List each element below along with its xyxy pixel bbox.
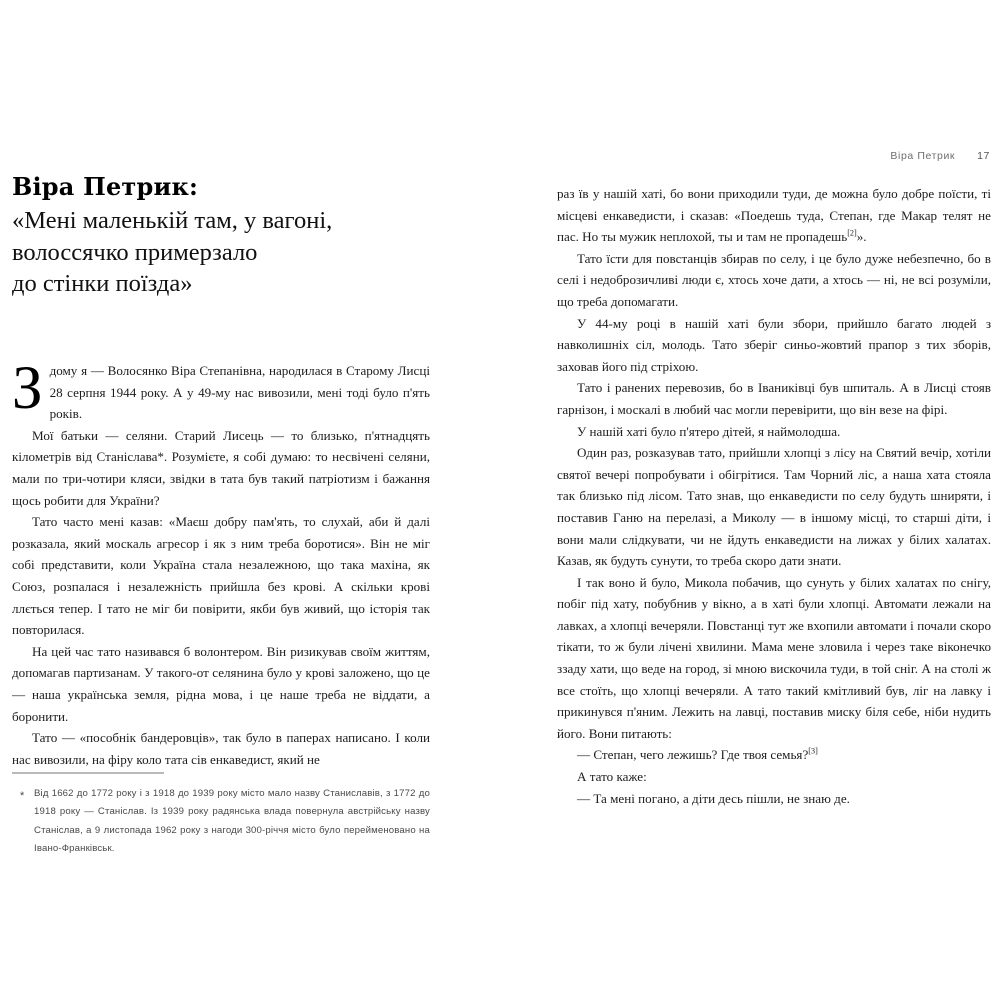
footnote-reference[interactable]: [3]: [808, 747, 818, 757]
footnote-reference[interactable]: [2]: [847, 228, 857, 238]
left-text-column: [12, 355, 430, 770]
footnote-block: [12, 772, 430, 859]
chapter-quote-title: [12, 205, 442, 300]
body-paragraph: раз їв у нашій хаті, бо вони приходили туди, де можна було добре поїсти, ті місцеві енкаведисти, і сказав: «Поедешь туда, Степан, где Макар телят не пас. Но ты мужик неплохой, ты и там не пропадешь[2]».: [557, 186, 991, 245]
body-paragraph: На цей час тато називався б волонтером. Він ризикував своїм життям, допомагав партизанам. У такого-от селянина було у крові заложено, що це — наша українська земля, рідна мова, і це наше треба не віддати, а боронити.: [12, 643, 430, 724]
right-text-column: [557, 183, 991, 809]
quote-line-2: волоссячко примерзало: [12, 238, 258, 266]
page-number: 17: [977, 150, 990, 162]
footnote-marker: *: [20, 789, 25, 802]
footnote-text: Від 1662 до 1772 року і з 1918 до 1939 року місто мало назву Станиславів, з 1772 до 1918 року — Станіслав. Із 1939 року радянська влада повернула австрійську назву Станіслав, а 9 листопада 1962 року з нагоди 300-річчя місто було перейменовано на Івано-Франківськ.: [34, 787, 430, 854]
body-paragraph: Тато і ранених перевозив, бо в Іваниківці був шпиталь. А в Лисці стояв гарнізон, і москалі в любий час могли перевірити, що він везе на фірі.: [557, 380, 991, 417]
chapter-title-block: [12, 172, 442, 300]
running-header: [570, 150, 990, 162]
drop-cap: З: [12, 355, 43, 422]
body-paragraph: Тато — «пособнік бандеровців», так було в паперах написано. І коли нас вивозили, на фіру коло тата сів енкаведист, який не: [12, 730, 430, 767]
body-paragraph: Один раз, розказував тато, прийшли хлопці з лісу на Святий вечір, хотіли святої вечері попробувати і обігрітися. Там Чорний ліс, а наша хата стояла так близько під лісом. Тато знав, що енкаведисти по селу будуть шниряти, і поставив Ганю на перелазі, а Миколу — в іншому місці, то старші діти, і вони мали слідкувати, чи не йдуть енкаведисти на лижах у білих халатах. Казав, як будуть сунути, то треба скоро дати знати.: [557, 445, 991, 569]
dialogue-line: — Та мені погано, а діти десь пішли, не знаю де.: [577, 790, 850, 806]
running-header-title: Віра Петрик: [890, 150, 956, 162]
body-paragraph: У 44-му році в нашій хаті були збори, прийшло багато людей з навколишніх сіл, молодь. Тато зберіг синьо-жовтий прапор з тих зборів, заховав його під стріхою.: [557, 315, 991, 374]
body-paragraph: І так воно й було, Микола побачив, що сунуть у білих халатах по снігу, побіг під хату, побубнив у вікно, а в хаті були хлопці. Автомати лежали на лавках, а хлопці вечеряли. Повстанці тут же вхопили автомати і почали скоро тікати, то ж були лічені хвилини. Мама мене зловила і через таке віконечко ззаду хати, що веде на город, зі мною вискочила туди, в той сніг. А на столі ж все стоїть, що хлопці вечеряли. А тато такий кмітливий був, ліг на лавку і прикинувся п'яним. Лежить на лавці, поставив миску біля себе, ніби нудить його. Вони питають:: [557, 574, 991, 741]
footnote-entry: [12, 785, 430, 859]
body-paragraph: Мої батьки — селяни. Старий Лисець — то близько, п'ятнадцять кілометрів від Станіслава*. Розумієте, я собі думаю: то несвічені селяни, мали по три-чотири кляси, звідки в тата був такий патріотизм і бажання щось робити для України?: [12, 427, 430, 508]
quote-line-1: «Мені маленькій там, у вагоні,: [12, 207, 333, 234]
body-paragraph: [12, 355, 430, 425]
dialogue-line: А тато каже:: [577, 769, 647, 785]
speaker-name: Віра Петрик:: [12, 172, 199, 201]
paragraph-text: дому я — Волосянко Віра Степанівна, народилася в Старому Лисці 28 серпня 1944 року. А у 49-му нас вивозили, мені тоді було п'ять років.: [49, 363, 430, 422]
dialogue-line: — Степан, чего лежишь? Где твоя семья?[3]: [577, 747, 818, 763]
body-paragraph: У нашій хаті було п'ятеро дітей, я наймолодша.: [577, 423, 841, 439]
quote-line-3: до стінки поїзда»: [12, 270, 193, 297]
body-paragraph: Тато їсти для повстанців збирав по селу, і це було дуже небезпечно, бо в селі і недоброзичливі люди є, хтось хоче дати, а хтось — ні, не всі розуміли, що треба допомагати.: [557, 250, 991, 309]
body-paragraph: Тато часто мені казав: «Маєш добру пам'ять, то слухай, аби й далі розказала, який москаль агресор і як з ним треба боротися». Він не міг собі представити, коли Україна стала незалежною, що така махіна, як Союз, розпалася і незалежність прийшла без крові. А скільки крові ллється тепер. І тато не міг би повірити, якби був живий, що історія так повторилася.: [12, 514, 430, 638]
footnote-separator-rule: [12, 772, 164, 774]
